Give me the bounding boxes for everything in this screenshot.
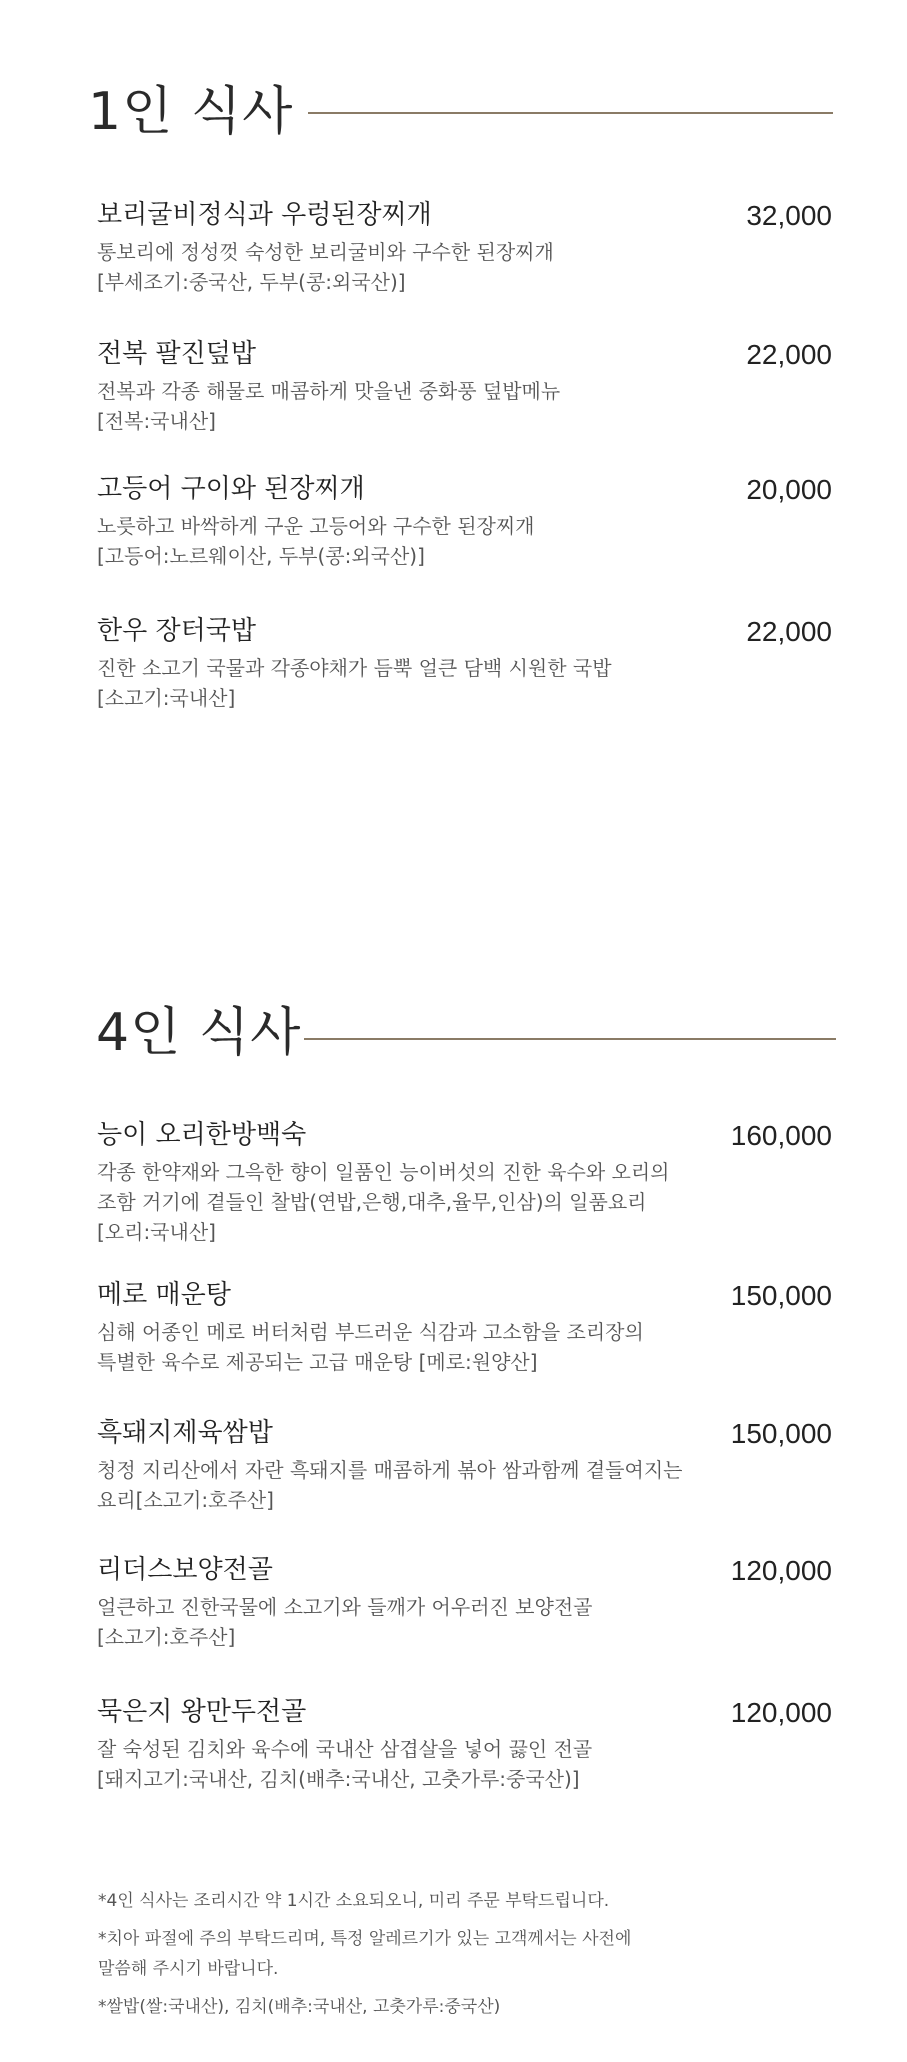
menu-item bbox=[97, 1555, 832, 1652]
menu-item-description-line: 얼큰하고 진한국물에 소고기와 들깨가 어우러진 보양전골 bbox=[97, 1595, 593, 1620]
menu-item-origin: [소고기:호주산] bbox=[97, 1625, 236, 1650]
menu-item bbox=[97, 1120, 832, 1247]
footnote bbox=[98, 1886, 838, 1916]
menu-item bbox=[97, 200, 832, 297]
menu-item-description bbox=[97, 1317, 832, 1377]
footnote-line: *4인 식사는 조리시간 약 1시간 소요되오니, 미리 주문 부탁드립니다. bbox=[98, 1891, 610, 1911]
menu-item-name: 능이 오리한방백숙 bbox=[97, 1120, 307, 1150]
menu-item-name: 묵은지 왕만두전골 bbox=[97, 1697, 307, 1727]
menu-item-price: 160,000 bbox=[730, 1120, 832, 1151]
menu-item-description bbox=[97, 511, 832, 571]
menu-item-description-line: 잘 숙성된 김치와 육수에 국내산 삼겹살을 넣어 끓인 전골 bbox=[97, 1737, 593, 1762]
menu-item-description-line: 심해 어종인 메로 버터처럼 부드러운 식감과 고소함을 조리장의 bbox=[97, 1320, 644, 1345]
menu-item-origin: [전복:국내산] bbox=[97, 409, 216, 434]
footnotes bbox=[98, 1886, 838, 2030]
menu-item-name: 메로 매운탕 bbox=[97, 1280, 231, 1310]
section-title-1: 1인 식사 bbox=[88, 82, 294, 142]
menu-item-price: 32,000 bbox=[746, 200, 832, 231]
section-divider-2 bbox=[304, 1038, 836, 1040]
menu-item-description bbox=[97, 237, 832, 297]
menu-item-origin: [소고기:국내산] bbox=[97, 686, 236, 711]
menu-item-name: 한우 장터국밥 bbox=[97, 616, 256, 646]
menu-item-description bbox=[97, 653, 832, 713]
menu-item-name: 리더스보양전골 bbox=[97, 1555, 273, 1585]
menu-item-description-line: 조함 거기에 곁들인 찰밥(연밥,은행,대추,율무,인삼)의 일품요리 bbox=[97, 1190, 647, 1215]
menu-item-description-line: 특별한 육수로 제공되는 고급 매운탕 [메로:원양산] bbox=[97, 1350, 538, 1375]
menu-item-origin: 요리[소고기:호주산] bbox=[97, 1488, 274, 1513]
menu-item-description-line: 노릇하고 바싹하게 구운 고등어와 구수한 된장찌개 bbox=[97, 514, 535, 539]
footnote-line: *치아 파절에 주의 부탁드리며, 특정 알레르기가 있는 고객께서는 사전에 bbox=[98, 1929, 632, 1949]
menu-item bbox=[97, 1280, 832, 1377]
menu-item-description-line: 전복과 각종 해물로 매콤하게 맛을낸 중화풍 덮밥메뉴 bbox=[97, 379, 561, 404]
footnote bbox=[98, 1924, 838, 1984]
menu-item-name: 고등어 구이와 된장찌개 bbox=[97, 474, 365, 504]
menu-item-description bbox=[97, 1157, 832, 1247]
menu-item-price: 20,000 bbox=[746, 474, 832, 505]
menu-item-origin: [고등어:노르웨이산, 두부(콩:외국산)] bbox=[97, 544, 425, 569]
menu-item-name: 보리굴비정식과 우렁된장찌개 bbox=[97, 200, 432, 230]
menu-item-origin: [부세조기:중국산, 두부(콩:외국산)] bbox=[97, 270, 406, 295]
section-divider-1 bbox=[308, 112, 833, 114]
menu-item-description bbox=[97, 1592, 832, 1652]
footnote-line: 말씀해 주시기 바랍니다. bbox=[98, 1959, 279, 1979]
menu-item-description bbox=[97, 376, 832, 436]
menu-item-price: 120,000 bbox=[730, 1555, 832, 1586]
menu-item-description-line: 각종 한약재와 그윽한 향이 일품인 능이버섯의 진한 육수와 오리의 bbox=[97, 1160, 670, 1185]
menu-item-origin: [돼지고기:국내산, 김치(배추:국내산, 고춧가루:중국산)] bbox=[97, 1767, 580, 1792]
menu-item-name: 전복 팔진덮밥 bbox=[97, 339, 256, 369]
menu-item-description-line: 통보리에 정성껏 숙성한 보리굴비와 구수한 된장찌개 bbox=[97, 240, 554, 265]
menu-item-description-line: 청정 지리산에서 자란 흑돼지를 매콤하게 볶아 쌈과함께 곁들여지는 bbox=[97, 1458, 683, 1483]
menu-item-origin: [오리:국내산] bbox=[97, 1220, 216, 1245]
menu-item bbox=[97, 616, 832, 713]
menu-item-price: 150,000 bbox=[730, 1418, 832, 1449]
menu-item-description-line: 진한 소고기 국물과 각종야채가 듬뿍 얼큰 담백 시원한 국밥 bbox=[97, 656, 612, 681]
menu-item-price: 22,000 bbox=[746, 616, 832, 647]
menu-item-name: 흑돼지제육쌈밥 bbox=[97, 1418, 273, 1448]
menu-item bbox=[97, 1697, 832, 1794]
footnote-line: *쌀밥(쌀:국내산), 김치(배추:국내산, 고춧가루:중국산) bbox=[98, 1997, 501, 2017]
section-title-2: 4인 식사 bbox=[96, 1003, 302, 1063]
menu-item-price: 22,000 bbox=[746, 339, 832, 370]
menu-item bbox=[97, 339, 832, 436]
menu-item bbox=[97, 474, 832, 571]
menu-item-price: 120,000 bbox=[730, 1697, 832, 1728]
footnote bbox=[98, 1992, 838, 2022]
menu-item-description bbox=[97, 1455, 832, 1515]
menu-item-price: 150,000 bbox=[730, 1280, 832, 1311]
menu-item bbox=[97, 1418, 832, 1515]
menu-item-description bbox=[97, 1734, 832, 1794]
